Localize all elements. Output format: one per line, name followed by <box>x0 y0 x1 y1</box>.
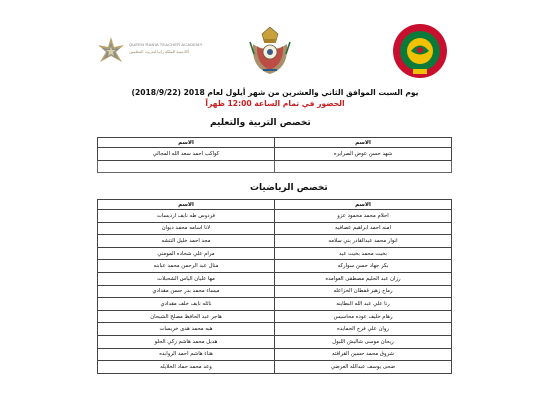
table-row <box>98 272 452 285</box>
education-section-title: تخصص التربية والتعليم <box>210 118 311 128</box>
table-row <box>98 285 452 298</box>
name-cell: فردوس طه نايف ارديسات <box>98 210 275 223</box>
table-row <box>98 160 452 173</box>
table-row <box>98 361 452 374</box>
table-row <box>98 335 452 348</box>
table-row <box>98 148 452 161</box>
name-cell: ميساء محمد بدر حسن مقدادي <box>98 285 275 298</box>
education-names-table <box>97 137 452 173</box>
name-cell: نائله نايف خلف مقدادي <box>98 298 275 311</box>
table-row <box>98 210 452 223</box>
name-cell: منال عبد الرحمن محمد عبابنه <box>98 260 275 273</box>
name-cell: ضحى يوسف عبدالله العرضي <box>275 361 452 374</box>
empty-cell <box>98 160 275 173</box>
name-cell: ريحان موسى شاليش اللبول <box>275 335 452 348</box>
name-cell: رهام خليف عوده محاسيس <box>275 310 452 323</box>
table-row <box>98 247 452 260</box>
table-row <box>98 348 452 361</box>
math-section-title: تخصص الرياضيات <box>250 183 328 193</box>
academy-logo <box>96 34 206 74</box>
crest-icon <box>249 24 291 76</box>
empty-cell <box>275 160 452 173</box>
name-cell: شروق محمد حسين القرافته <box>275 348 452 361</box>
name-cell: امنه احمد ابراهيم عصافيه <box>275 222 452 235</box>
name-cell: مها عليان الياس الشحبلات <box>98 272 275 285</box>
name-cell: مجد احمد خليل النتشه <box>98 235 275 248</box>
date-line: يوم السبت الموافق الثاني والعشرين من شهر أيلول لعام 2018 (2018/9/22) <box>131 88 419 97</box>
name-cell: رنا علي عبد الله البطاينه <box>275 298 452 311</box>
table-row <box>98 260 452 273</box>
name-cell: هبه محمد هدى خريسات <box>98 323 275 336</box>
table-row <box>98 235 452 248</box>
table-row <box>98 298 452 311</box>
column-header-name-left: الاسم <box>98 138 275 148</box>
name-cell: هاجر عبد الحافظ مصلح الشيحان <box>98 310 275 323</box>
name-cell: انوار محمد عبدالقادر بني سلامه <box>275 235 452 248</box>
table-row <box>98 310 452 323</box>
academy-name-english: QUEEN RANIA TEACHER ACADEMY <box>129 42 203 47</box>
table-header-row <box>98 138 452 148</box>
name-cell: هناء هاشم احمد الروابده <box>98 348 275 361</box>
column-header-name-left: الاسم <box>98 200 275 210</box>
math-names-table <box>97 199 452 374</box>
name-cell: رزان عبد الحليم مصطفى العوامده <box>275 272 452 285</box>
royal-crest-emblem <box>249 24 291 76</box>
name-cell: روان علي فرج الحمايده <box>275 323 452 336</box>
ministry-logo <box>385 22 455 80</box>
ministry-emblem-icon <box>385 22 455 80</box>
name-cell: لانا اسامه محمد ديوان <box>98 222 275 235</box>
name-cell: هديل محمد هاشم زكي الحلو <box>98 335 275 348</box>
name-cell: كواكب احمد سعد الله المجالي <box>98 148 275 161</box>
attendance-time-line: الحضور في تمام الساعة 12:00 ظهراً <box>205 99 345 108</box>
name-cell: بخيت محمد بخيت عيد <box>275 247 452 260</box>
academy-star-icon <box>96 36 126 66</box>
column-header-name-right: الاسم <box>275 200 452 210</box>
table-header-row <box>98 200 452 210</box>
name-cell: احلام محمد محمود عزو <box>275 210 452 223</box>
name-cell: رماح زهير قفطان الخزاعله <box>275 285 452 298</box>
name-cell: شهد حسن عوض الصرايره <box>275 148 452 161</box>
name-cell: وعد محمد حماد الخلايله <box>98 361 275 374</box>
name-cell: مرام علي شحاده المومني <box>98 247 275 260</box>
table-row <box>98 323 452 336</box>
name-cell: بكر جهاد حسن سواركه <box>275 260 452 273</box>
table-row <box>98 222 452 235</box>
academy-name-arabic: أكاديمية الملكة رانيا لتدريب المعلمين <box>129 49 190 54</box>
column-header-name-right: الاسم <box>275 138 452 148</box>
